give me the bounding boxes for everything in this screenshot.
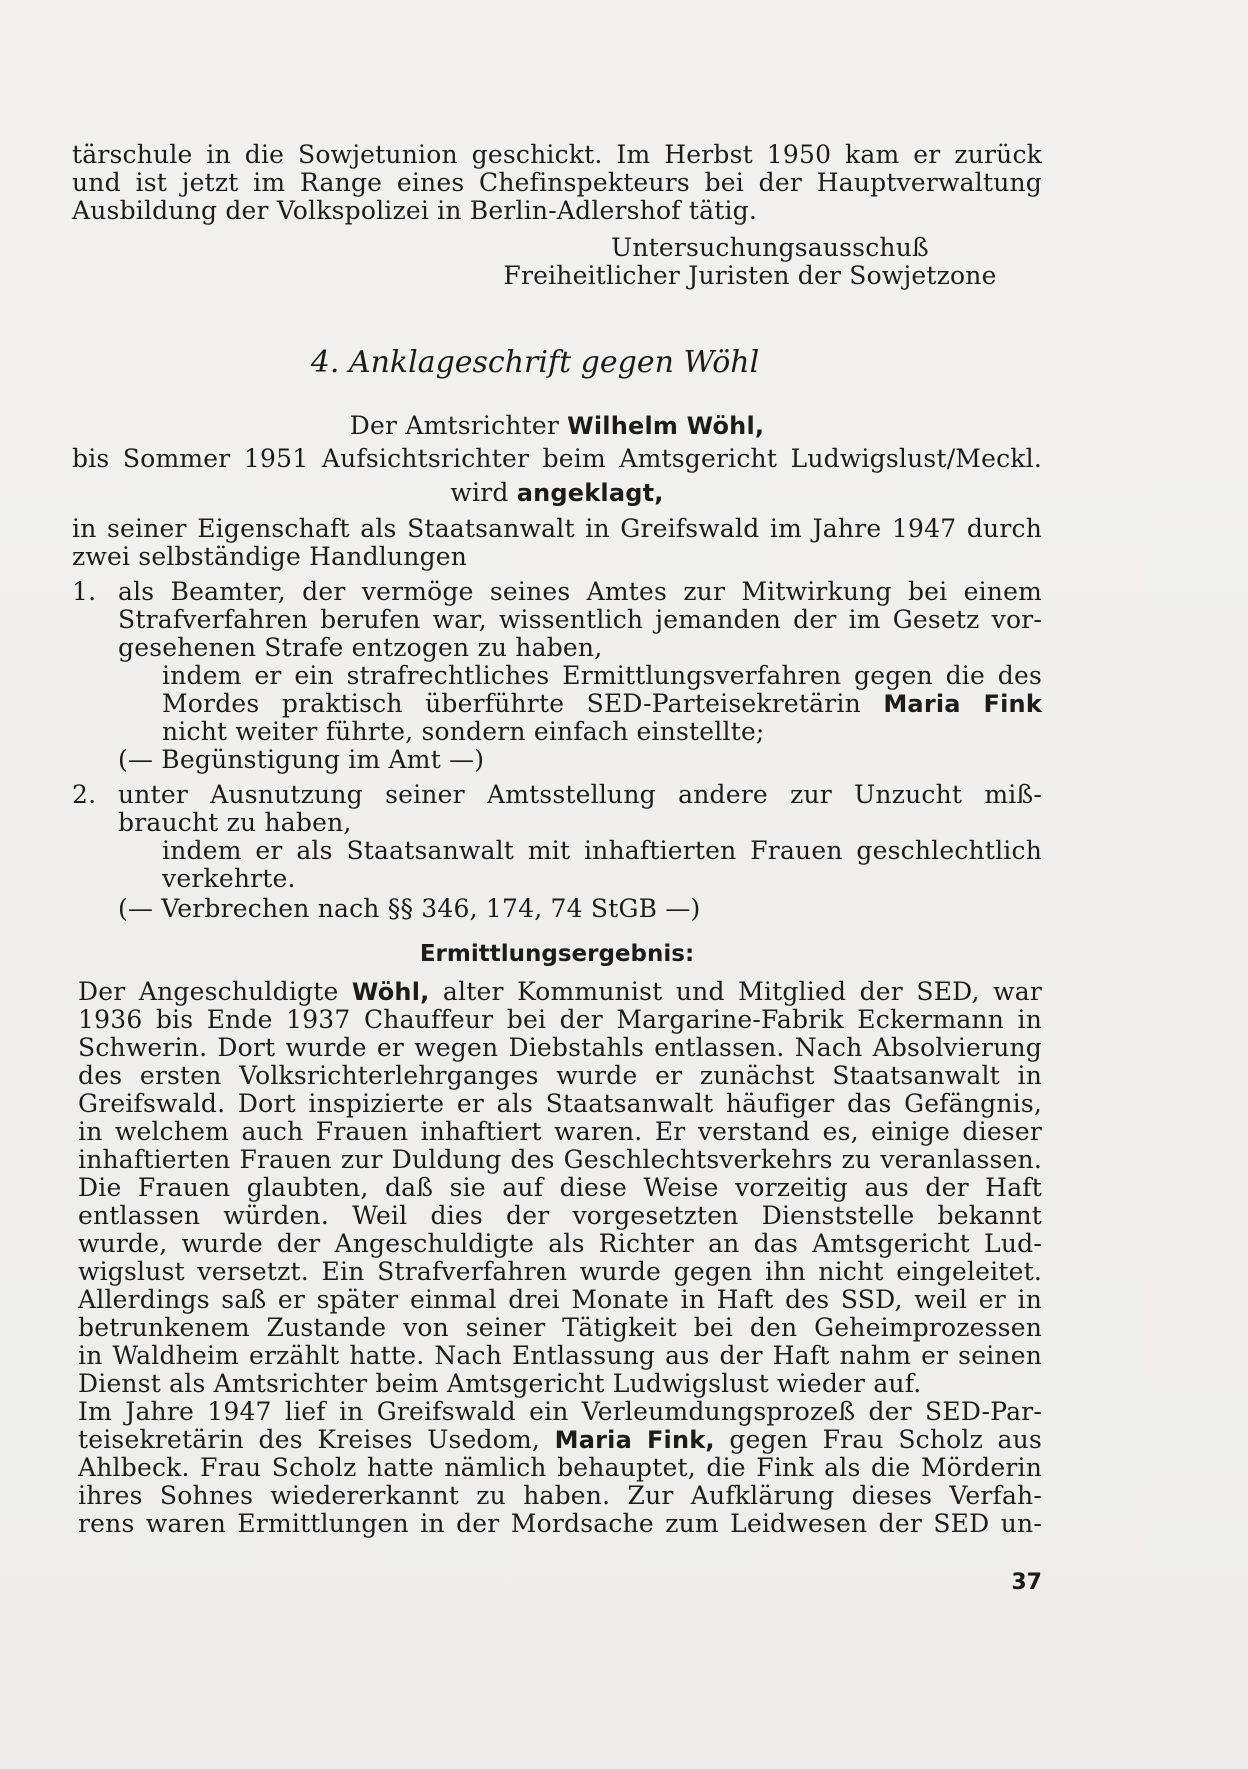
paragraph-line — [78, 1426, 1042, 1454]
paragraph-line: des ersten Volksrichterlehrganges wurde er zunächst Staatsanwalt in — [78, 1061, 1042, 1090]
paragraph-line: 1936 bis Ende 1937 Chauffeur bei der Margarine-Fabrik Eckermann in — [78, 1005, 1042, 1034]
count-line: (— Begünstigung im Amt —) — [118, 745, 485, 774]
paragraph-line: wigslust versetzt. Ein Strafverfahren wurde gegen ihn nicht eingeleitet. — [78, 1257, 1042, 1286]
count-line: unter Ausnutzung seiner Amtsstellung andere zur Unzucht miß- — [118, 780, 1042, 809]
person-name: Maria Fink, — [554, 1426, 715, 1454]
paragraph-line: Dienst als Amtsrichter beim Amtsgericht Ludwigslust wieder auf. — [78, 1369, 922, 1398]
section-title: 4. Anklageschrift gegen Wöhl — [310, 345, 760, 380]
paragraph-line: betrunkenem Zustande von seiner Tätigkeit bei den Geheimprozessen — [78, 1313, 1042, 1342]
paragraph-line: Greifswald. Dort inspizierte er als Staatsanwalt häufiger das Gefängnis, — [78, 1089, 1042, 1118]
paragraph-line: Ausbildung der Volkspolizei in Berlin-Adlershof tätig. — [72, 196, 757, 225]
indictment-line: in seiner Eigenschaft als Staatsanwalt in Greifswald im Jahre 1947 durch — [72, 514, 1042, 543]
paragraph-line: Im Jahre 1947 lief in Greifswald ein Verleumdungsprozeß der SED-Par- — [78, 1397, 1042, 1426]
text-span: gegen Frau Scholz aus — [714, 1425, 1042, 1454]
count-line: indem er ein strafrechtliches Ermittlungsverfahren gegen die des — [162, 661, 1042, 690]
paragraph-line: Ahlbeck. Frau Scholz hatte nämlich behauptet, die Fink als die Mörderin — [78, 1453, 1042, 1482]
indictment-line — [72, 479, 1042, 507]
paragraph-line: in welchem auch Frauen inhaftiert waren. Er verstand es, einige dieser — [78, 1117, 1042, 1146]
results-heading: Ermittlungsergebnis: — [419, 941, 695, 967]
signature-line: Freiheitlicher Juristen der Sowjetzone — [503, 261, 997, 290]
count-line: indem er als Staatsanwalt mit inhaftierten Frauen geschlechtlich — [162, 836, 1042, 865]
paragraph-line: entlassen würden. Weil dies der vorgesetzten Dienststelle bekannt — [78, 1201, 1042, 1230]
paragraph-line: wurde, wurde der Angeschuldigte als Richter an das Amtsgericht Lud- — [78, 1229, 1042, 1258]
paragraph-line — [78, 978, 1042, 1006]
text-span: Der Angeschuldigte — [78, 977, 352, 1006]
text-span: alter Kommunist und Mitglied der SED, war — [429, 977, 1042, 1006]
text-span: Der Amtsrichter — [349, 411, 568, 440]
defendant-name: Wöhl, — [351, 978, 430, 1006]
text-span: wird — [450, 478, 517, 507]
paragraph-line: Allerdings saß er später einmal drei Monate in Haft des SSD, weil er in — [78, 1285, 1042, 1314]
indictment-line: bis Sommer 1951 Aufsichtsrichter beim Amtsgericht Ludwigslust/Meckl. — [72, 444, 1042, 473]
indictment-line: zwei selbständige Handlungen — [72, 542, 468, 571]
signature-line: Untersuchungsausschuß — [611, 233, 929, 262]
text-span: teisekretärin des Kreises Usedom, — [78, 1425, 555, 1454]
person-name: Maria Fink — [883, 690, 1043, 718]
count-line: als Beamter, der vermöge seines Amtes zur Mitwirkung bei einem — [118, 577, 1042, 606]
defendant-name: Wilhelm Wöhl, — [567, 412, 765, 440]
paragraph-line: Schwerin. Dort wurde er wegen Diebstahls entlassen. Nach Absolvierung — [78, 1033, 1042, 1062]
text-span: Mordes praktisch überführte SED-Parteisekretärin — [162, 689, 884, 718]
paragraph-line: in Waldheim erzählt hatte. Nach Entlassung aus der Haft nahm er seinen — [78, 1341, 1042, 1370]
paragraph-line: tärschule in die Sowjetunion geschickt. Im Herbst 1950 kam er zurück — [72, 140, 1042, 169]
count-line: braucht zu haben, — [118, 808, 352, 837]
count-line — [162, 690, 1042, 718]
count-number: 1. — [72, 577, 97, 606]
count-line: verkehrte. — [162, 864, 296, 893]
paragraph-line: rens waren Ermittlungen in der Mordsache zum Leidwesen der SED un- — [78, 1509, 1042, 1538]
count-line: nicht weiter führte, sondern einfach einstellte; — [162, 717, 765, 746]
indictment-line — [72, 412, 1042, 440]
count-line: (— Verbrechen nach §§ 346, 174, 74 StGB —) — [118, 894, 701, 923]
count-number: 2. — [72, 780, 97, 809]
count-line: Strafverfahren berufen war, wissentlich jemanden der im Gesetz vor- — [118, 605, 1042, 634]
charged-label: angeklagt, — [516, 479, 664, 507]
paragraph-line: Die Frauen glaubten, daß sie auf diese Weise vorzeitig aus der Haft — [78, 1173, 1042, 1202]
count-line: gesehenen Strafe entzogen zu haben, — [118, 633, 603, 662]
paragraph-line: inhaftierten Frauen zur Duldung des Geschlechtsverkehrs zu veranlassen. — [78, 1145, 1042, 1174]
paragraph-line: ihres Sohnes wiedererkannt zu haben. Zur Aufklärung dieses Verfah- — [78, 1481, 1042, 1510]
page-number: 37 — [1011, 1570, 1042, 1595]
paragraph-line: und ist jetzt im Range eines Chefinspekteurs bei der Hauptverwaltung — [72, 168, 1042, 197]
